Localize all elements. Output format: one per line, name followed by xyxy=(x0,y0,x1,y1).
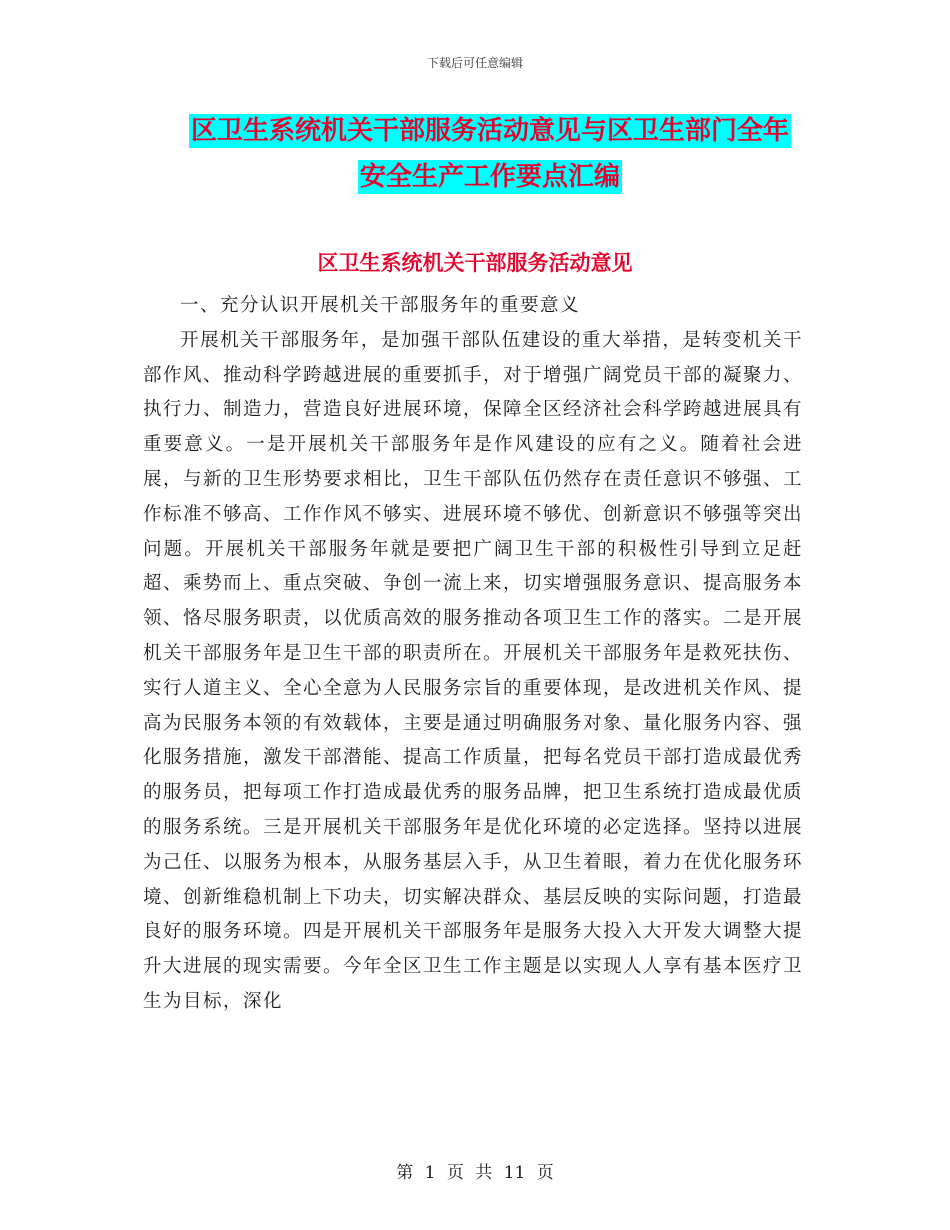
section-title: 区卫生系统机关干部服务活动意见 xyxy=(317,251,633,275)
document-title-line-2: 安全生产工作要点汇编 xyxy=(359,162,620,192)
page-number-footer: 第 1 页 共 11 页 xyxy=(396,1163,554,1183)
header-note: 下载后可任意编辑 xyxy=(426,56,523,70)
document-body xyxy=(143,289,803,1020)
document-title-line-1: 区卫生系统机关干部服务活动意见与区卫生部门全年 xyxy=(190,116,789,146)
subheading: 一、充分认识开展机关干部服务年的重要意义 xyxy=(180,295,581,316)
document-title xyxy=(140,108,840,200)
body-paragraph: 开展机关干部服务年，是加强干部队伍建设的重大举措，是转变机关干部作风、推动科学跨越进展的重要抓手，对于增强广阔党员干部的凝聚力、执行力、制造力，营造良好进展环境，保障全区经济社会科学跨越进展具有重要意义。一是开展机关干部服务年是作风建设的应有之义。随着社会进展，与新的卫生形势要求相比，卫生干部队伍仍然存在责任意识不够强、工作标准不够高、工作作风不够实、进展环境不够优、创新意识不够强等突出问题。开展机关干部服务年就是要把广阔卫生干部的积极性引导到立足赶超、乘势而上、重点突破、争创一流上来，切实增强服务意识、提高服务本领、恪尽服务职责，以优质高效的服务推动各项卫生工作的落实。二是开展机关干部服务年是卫生干部的职责所在。开展机关干部服务年是救死扶伤、实行人道主义、全心全意为人民服务宗旨的重要体现，是改进机关作风、提高为民服务本领的有效载体，主要是通过明确服务对象、量化服务内容、强化服务措施，激发干部潜能、提高工作质量，把每名党员干部打造成最优秀的服务员，把每项工作打造成最优秀的服务品牌，把卫生系统打造成最优质的服务系统。三是开展机关干部服务年是优化环境的必定选择。坚持以进展为己任、以服务为根本，从服务基层入手，从卫生着眼，着力在优化服务环境、创新维稳机制上下功夫，切实解决群众、基层反映的实际问题，打造最良好的服务环境。四是开展机关干部服务年是服务大投入大开发大调整大提升大进展的现实需要。今年全区卫生工作主题是以实现人人享有基本医疗卫生为目标，深化 xyxy=(143,329,804,1012)
